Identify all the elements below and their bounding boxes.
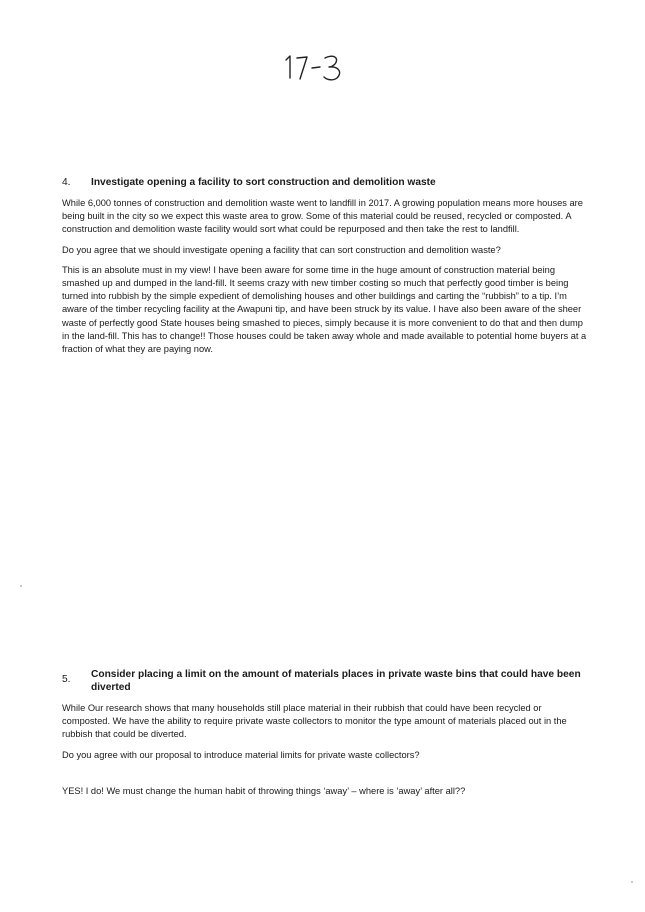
section-4-response: This is an absolute must in my view! I have been aware for some time in the huge amount of construction material being smashed up and dumped in the land-fill. It seems crazy with new timber costing so much that perfectly good timber is being turned into rubbish by the simple expedient of demolishing houses and other buildings and carting the “rubbish” to a tip. I’m aware of the timber recycling facility at the Awapuni tip, and have been struck by its value. I have also been aware of the sheer waste of perfectly good State houses being smashed to pieces, simply because it is more convenient to do that and then dump in the land-fill. This has to change!! Those houses could be taken away whole and made available to potential home buyers at a fraction of what they are paying now. bbox=[62, 264, 587, 355]
section-4-intro: While 6,000 tonnes of construction and demolition waste went to landfill in 2017. A growing population means more houses are being built in the city so we expect this waste area to grow. Some of this material could be reused, recycled or composted. A construction and demolition waste facility would sort what could be repurposed and then take the rest to landfill. bbox=[62, 198, 583, 235]
section-4-heading bbox=[62, 176, 592, 189]
section-5-title: Consider placing a limit on the amount of materials places in private waste bins that could have been diverted bbox=[91, 669, 581, 693]
section-4-question: Do you agree that we should investigate opening a facility that can sort construction and demolition waste? bbox=[62, 244, 501, 255]
section-5 bbox=[62, 668, 592, 769]
section-5-intro: While Our research shows that many households still place material in their rubbish that could have been recycled or composted. We have the ability to require private waste collectors to monitor the type amount of materials placed out in the rubbish that could be diverted. bbox=[62, 703, 567, 740]
section-4-number: 4. bbox=[62, 177, 71, 188]
section-5-number: 5. bbox=[62, 674, 71, 685]
scan-speck bbox=[631, 881, 633, 883]
section-5-question: Do you agree with our proposal to introduce material limits for private waste collectors? bbox=[62, 749, 420, 760]
handwritten-reference-number bbox=[280, 50, 350, 86]
section-4-title: Investigate opening a facility to sort construction and demolition waste bbox=[91, 177, 436, 188]
section-4 bbox=[62, 176, 592, 363]
section-5-heading bbox=[62, 668, 592, 694]
scan-speck bbox=[20, 585, 22, 587]
section-5-response: YES! I do! We must change the human habit of throwing things ‘away’ – where is ‘away’ after all?? bbox=[62, 786, 466, 796]
